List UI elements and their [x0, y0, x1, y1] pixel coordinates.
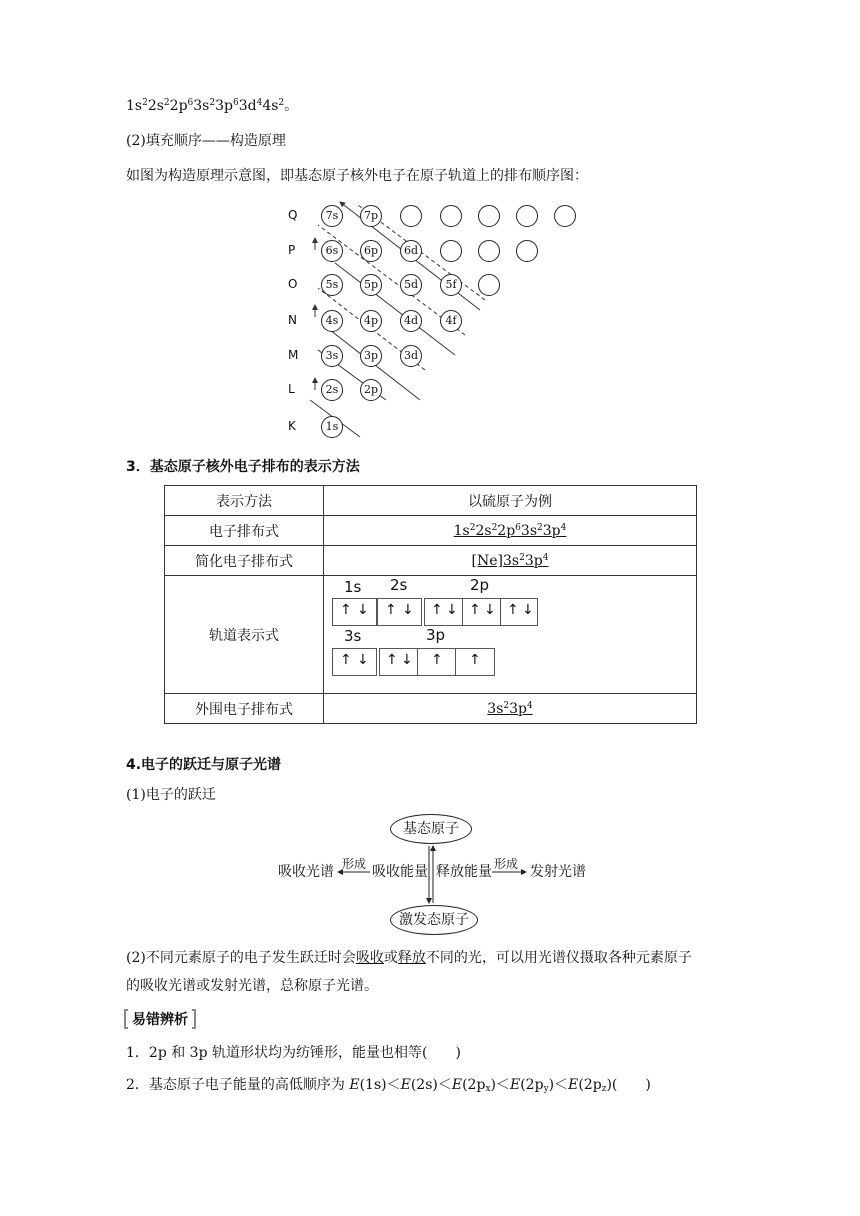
transition-diagram: [270, 812, 600, 937]
orbital-circle: 3p: [360, 345, 382, 367]
spin-up-icon: ↑: [340, 652, 352, 668]
spin-up-icon: ↑: [386, 652, 398, 668]
form-label-right: 形成: [494, 857, 519, 871]
orbital-circle: [516, 240, 538, 262]
spin-up-icon: ↑: [469, 602, 481, 618]
row-label-simplified: 简化电子排布式: [165, 546, 324, 576]
header-example: 以硫原子为例: [324, 486, 697, 516]
orbital-label-3p: 3p: [426, 626, 446, 644]
orbital-circle: 4s: [321, 310, 343, 332]
orbital-circle: [440, 205, 462, 227]
shell-label-M: M: [288, 348, 299, 362]
orbital-box-3s: [332, 648, 377, 676]
shell-label-L: L: [288, 382, 295, 396]
orbital-circle: 5p: [360, 274, 382, 296]
sulfur-config: $1s^22s^22p^63s^23p^4$: [324, 516, 697, 546]
shell-label-K: K: [288, 419, 296, 433]
orbital-circle: [554, 205, 576, 227]
orbital-circle: 2s: [321, 379, 343, 401]
orbital-circle: 3s: [321, 345, 343, 367]
aufbau-diagram: [280, 200, 600, 450]
orbital-box-3p: [379, 648, 495, 676]
orbital-box-1s: [332, 598, 377, 626]
orbital-circle: [478, 205, 500, 227]
excited-state-node: 激发态原子: [390, 905, 478, 935]
orbital-label-2s: 2s: [390, 576, 408, 594]
absorb-spectrum-label: 吸收光谱: [278, 864, 334, 880]
spin-down-icon: ↓: [357, 602, 369, 618]
table-row: [165, 694, 697, 724]
row-label-valence: 外围电子排布式: [165, 694, 324, 724]
sulfur-simplified-config: $[Ne]3s^23p^4$: [324, 546, 697, 576]
section4-sub1: (1)电子的跃迁: [126, 787, 216, 803]
orbital-box-2s: [377, 598, 422, 626]
orbital-circle: 5d: [400, 274, 422, 296]
spin-up-icon: ↑: [507, 602, 519, 618]
orbital-circle: [516, 205, 538, 227]
electron-config-table: [164, 485, 697, 724]
spin-down-icon: ↓: [446, 602, 458, 618]
mistakes-badge: 易错辨析: [124, 1008, 196, 1030]
orbital-circle: [440, 240, 462, 262]
orbital-circle: [478, 274, 500, 296]
orbital-circle: [478, 240, 500, 262]
orbital-circle: 2p: [360, 379, 382, 401]
row-label-config: 电子排布式: [165, 516, 324, 546]
fill-order-title: (2)填充顺序——构造原理: [126, 133, 286, 149]
orbital-circle: 4p: [360, 310, 382, 332]
spin-up-icon: ↑: [340, 602, 352, 618]
orbital-circle: [400, 205, 422, 227]
spin-down-icon: ↓: [402, 602, 414, 618]
orbital-label-3s: 3s: [344, 627, 362, 645]
table-row: [165, 546, 697, 576]
emit-spectrum-label: 发射光谱: [530, 864, 586, 880]
form-label-left: 形成: [342, 857, 367, 871]
orbital-circle: 3d: [400, 345, 422, 367]
orbital-circle: 6d: [400, 240, 422, 262]
orbital-box-2p: [424, 598, 538, 626]
orbital-label-1s: 1s: [344, 578, 362, 596]
orbital-label-2p: 2p: [470, 576, 490, 594]
orbital-circle: 5s: [321, 274, 343, 296]
table-row: [165, 576, 697, 694]
section4-para2-line1: (2)不同元素原子的电子发生跃迁时会吸收或释放不同的光，可以用光谱仪摄取各种元素原子: [126, 950, 692, 966]
spin-up-icon: ↑: [385, 602, 397, 618]
shell-label-N: N: [288, 313, 297, 327]
table-header-row: [165, 486, 697, 516]
row-label-orbital-diagram: 轨道表示式: [165, 576, 324, 694]
orbital-circle: 7s: [321, 205, 343, 227]
table-row: [165, 516, 697, 546]
section4-para2-line2: 的吸收光谱或发射光谱，总称原子光谱。: [126, 978, 378, 994]
electron-config-line: $1s^22s^22p^63s^23p^63d^44s^2$。: [126, 98, 299, 114]
shell-label-Q: Q: [288, 208, 298, 222]
release-energy-label: 释放能量: [436, 864, 492, 880]
orbital-circle: 6s: [321, 240, 343, 262]
section3-title: 3．基态原子核外电子排布的表示方法: [126, 459, 360, 475]
spin-up-icon: ↑: [431, 652, 443, 668]
orbital-circle: 7p: [360, 205, 382, 227]
spin-down-icon: ↓: [357, 652, 369, 668]
sulfur-orbital-diagram: [324, 576, 697, 694]
orbital-circle: 5f: [440, 274, 462, 296]
spin-up-icon: ↑: [469, 652, 481, 668]
fill-order-description: 如图为构造原理示意图，即基态原子核外电子在原子轨道上的排布顺序图：: [126, 168, 588, 184]
shell-label-P: P: [288, 243, 296, 257]
shell-label-O: O: [288, 277, 298, 291]
orbital-circle: 4d: [400, 310, 422, 332]
spin-down-icon: ↓: [522, 602, 534, 618]
mistake-item-2: 2．基态原子电子能量的高低顺序为 $E(1s)<E(2s)<E(2p_x)<E(2p_y)<E(2p_z)$( ): [126, 1077, 651, 1094]
orbital-circle: 1s: [321, 416, 343, 438]
spin-down-icon: ↓: [401, 652, 413, 668]
absorb-energy-label: 吸收能量: [372, 864, 428, 880]
sulfur-valence-config: $3s^23p^4$: [324, 694, 697, 724]
ground-state-node: 基态原子: [390, 814, 472, 844]
orbital-circle: 6p: [360, 240, 382, 262]
spin-up-icon: ↑: [431, 602, 443, 618]
mistake-item-1: 1．2p 和 3p 轨道形状均为纺锤形，能量也相等( ): [126, 1045, 461, 1061]
spin-down-icon: ↓: [484, 602, 496, 618]
header-method: 表示方法: [165, 486, 324, 516]
section4-title: 4.电子的跃迁与原子光谱: [126, 757, 282, 773]
orbital-circle: 4f: [440, 310, 462, 332]
